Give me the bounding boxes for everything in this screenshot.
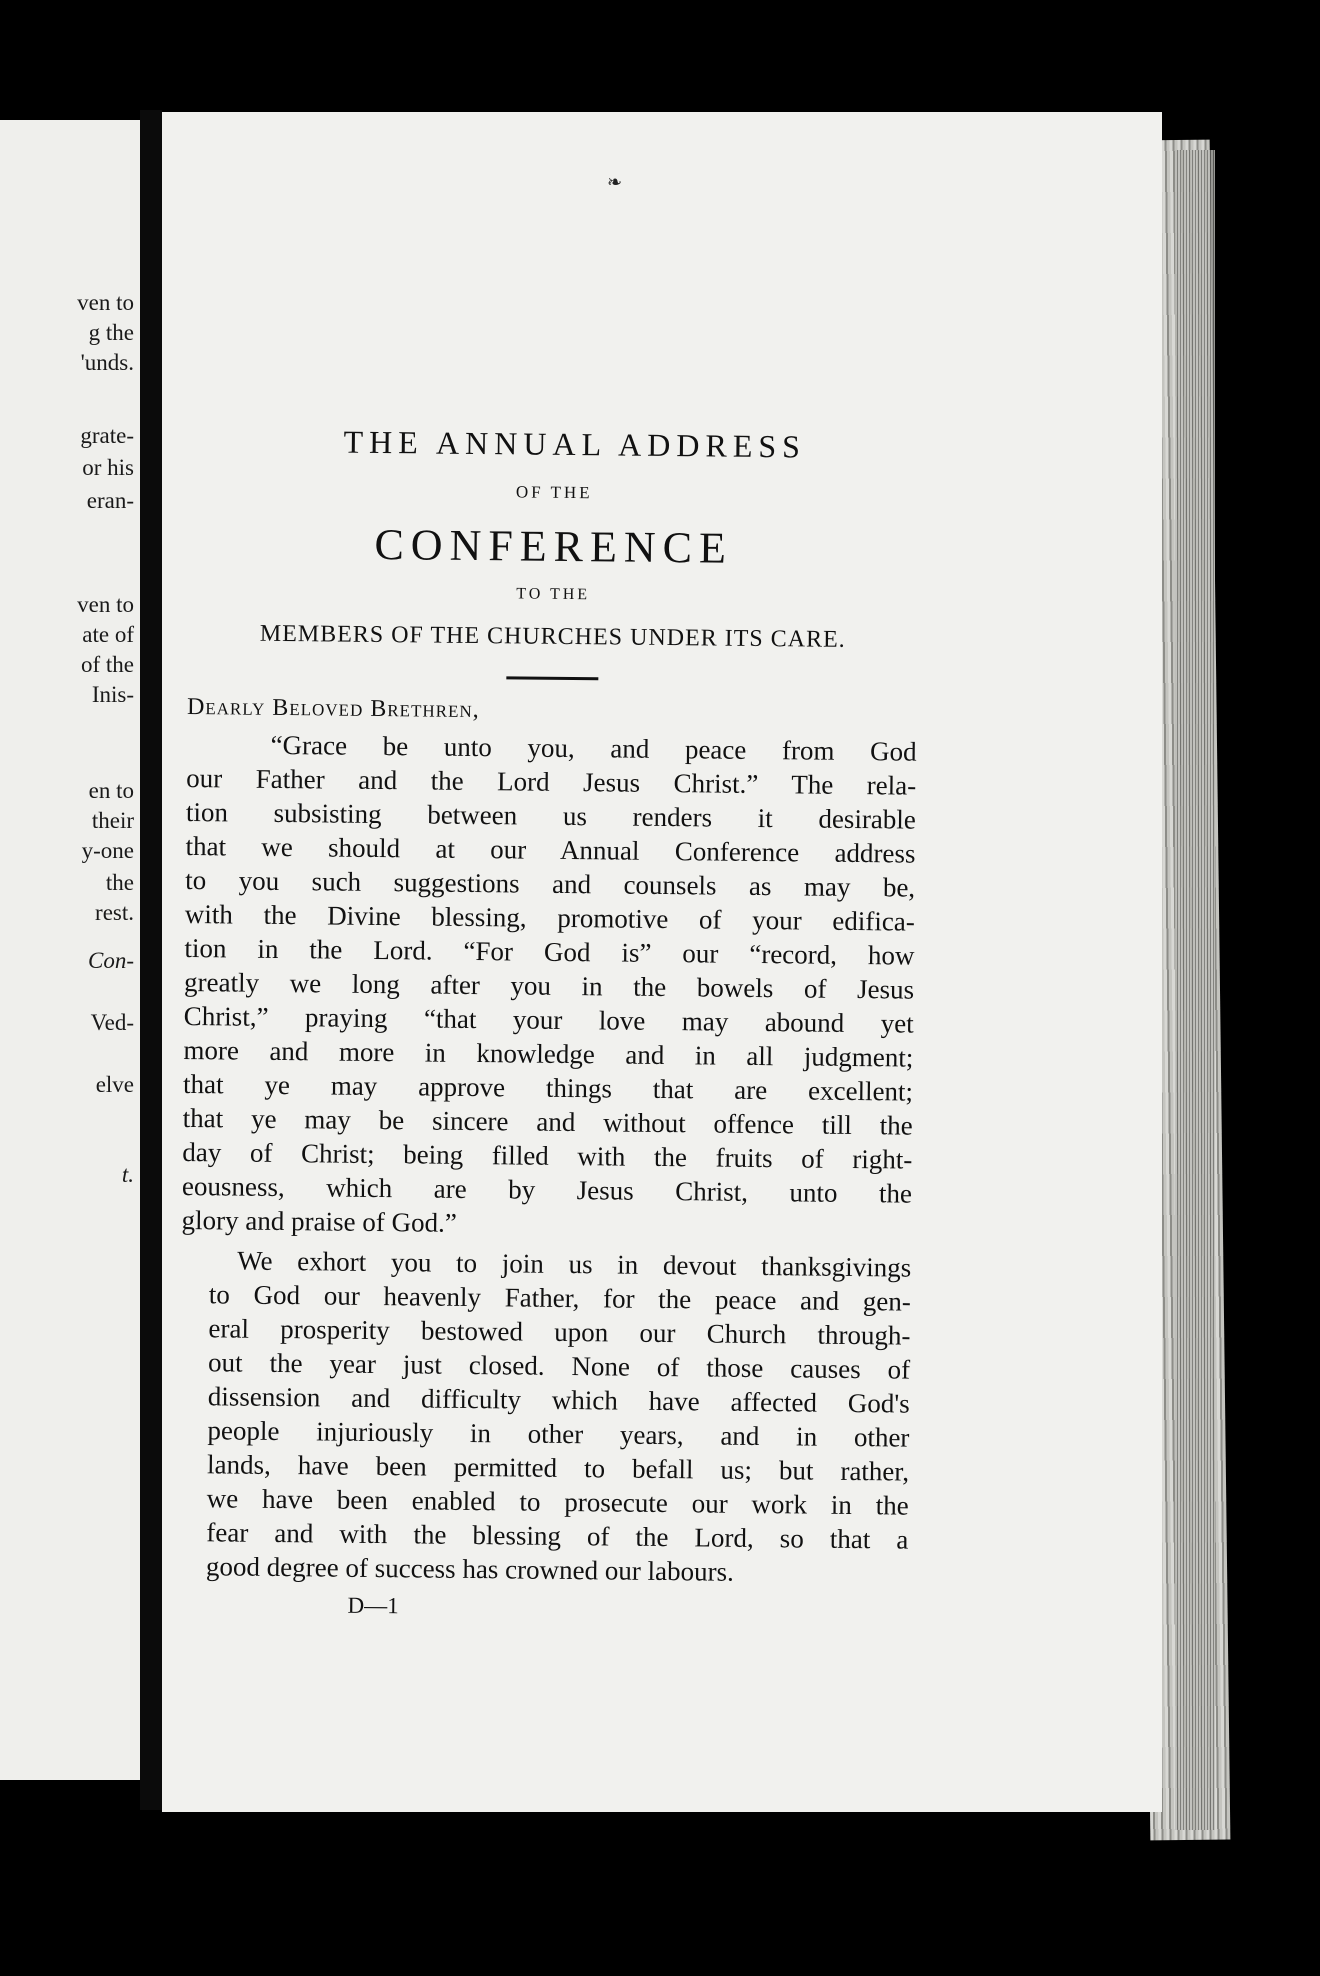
left-page-line: ate of <box>82 622 134 647</box>
text-line: “Grace be unto you, and peace from God <box>270 729 917 767</box>
left-page-line: eran- <box>86 488 134 513</box>
text-line: tion in the Lord. “For God is” our “record, how <box>184 932 915 971</box>
text-line: fear and with the blessing of the Lord, so that a <box>206 1517 909 1555</box>
text-line: out the year just closed. None of those causes of <box>207 1347 911 1385</box>
text-line: Christ,” praying “that your love may abound yet <box>183 1000 914 1039</box>
text-line: that ye may be sincere and without offence till the <box>182 1102 913 1141</box>
printer-ornament: ❧ <box>607 172 623 192</box>
text-line: with the Divine blessing, promotive of your edifica- <box>184 898 915 937</box>
text-line: to you such suggestions and counsels as may be, <box>185 864 916 903</box>
left-page-line: Ved- <box>90 1010 134 1035</box>
signature-mark: D—1 <box>347 1592 399 1619</box>
title-conference: CONFERENCE <box>374 519 734 573</box>
left-page-line: Inis- <box>91 682 134 707</box>
title-rule <box>506 676 598 680</box>
text-line: day of Christ; being filled with the fruits of right- <box>182 1136 913 1175</box>
page-content <box>177 422 919 1625</box>
text-line: our Father and the Lord Jesus Christ.” The rela- <box>186 762 917 801</box>
current-page <box>162 112 1162 1812</box>
text-line: lands, have been permitted to befall us; but rather, <box>206 1449 910 1487</box>
text-line: We exhort you to join us in devout thanksgivings <box>237 1245 912 1283</box>
left-page-line: 'unds. <box>80 350 134 375</box>
left-page-line: rest. <box>95 900 134 925</box>
page-edges-detail <box>1175 150 1215 1830</box>
book-gutter <box>140 110 162 1810</box>
title-to-the: TO THE <box>516 585 591 604</box>
text-line: that we should at our Annual Conference address <box>185 830 916 869</box>
text-line: eousness, which are by Jesus Christ, unto the <box>181 1170 913 1209</box>
left-page-line: t. <box>121 1162 134 1187</box>
text-line: tion subsisting between us renders it desirable <box>185 796 917 835</box>
left-page-line: the <box>105 870 134 895</box>
text-line: eral prosperity bestowed upon our Church through- <box>208 1313 911 1351</box>
text-line: to God our heavenly Father, for the peace and gen- <box>208 1279 911 1317</box>
left-page-line: elve <box>95 1072 134 1097</box>
text-line: dissension and difficulty which have affected God's <box>207 1381 910 1419</box>
left-page-line: ven to <box>77 592 134 617</box>
text-line: greatly we long after you in the bowels of Jesus <box>183 966 915 1005</box>
title-members: MEMBERS OF THE CHURCHES UNDER ITS CARE. <box>259 620 846 653</box>
title-annual-address: THE ANNUAL ADDRESS <box>343 423 807 465</box>
paragraph-1 <box>181 727 916 1245</box>
text-line: more and more in knowledge and in all judgment; <box>183 1034 914 1073</box>
title-of-the: OF THE <box>515 482 593 503</box>
text-line: people injuriously in other years, and in other <box>207 1415 910 1453</box>
text-line: good degree of success has crowned our labours. <box>205 1551 734 1587</box>
left-page-line: of the <box>80 652 134 677</box>
text-line: we have been enabled to prosecute our work in the <box>206 1483 909 1521</box>
text-line: glory and praise of God.” <box>181 1204 457 1238</box>
left-page-line: grate- <box>80 423 134 448</box>
previous-page-fragment <box>0 120 140 1780</box>
left-page-line: Con- <box>88 948 134 973</box>
left-page-line: their <box>91 808 134 833</box>
paragraph-2 <box>178 1243 912 1591</box>
left-page-line: ven to <box>77 290 134 315</box>
left-page-line: en to <box>88 778 134 803</box>
salutation: Dearly Beloved Brethren, <box>186 693 480 724</box>
left-page-line: y-one <box>81 838 134 863</box>
text-line: that ye may approve things that are excellent; <box>182 1068 914 1107</box>
left-page-line: or his <box>82 455 134 480</box>
left-page-line: g the <box>88 320 134 345</box>
